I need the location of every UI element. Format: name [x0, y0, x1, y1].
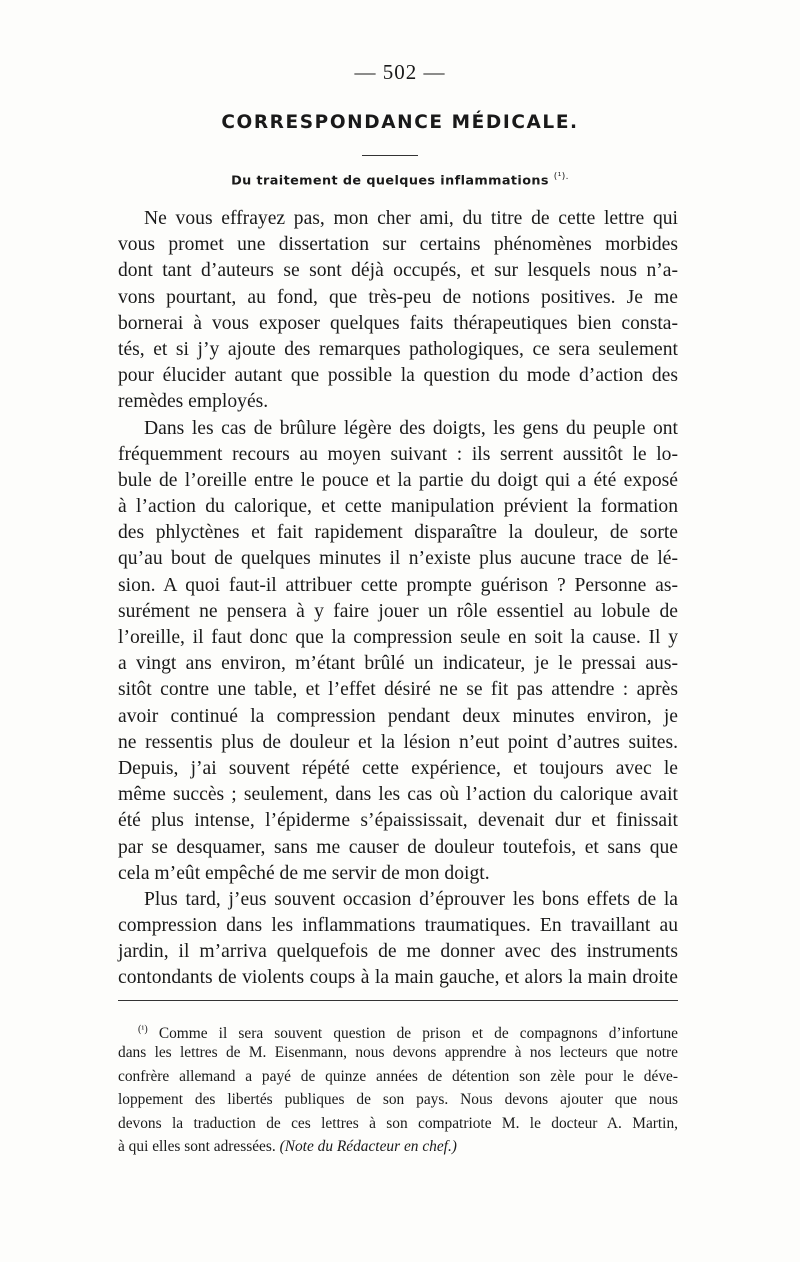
body-line: remèdes employés. — [118, 391, 269, 413]
body-line: contondants de violents coups à la main gauche, et alors la main droite — [118, 967, 678, 989]
body-line: pour élucider autant que possible la question du mode d’action des — [118, 365, 678, 387]
body-line: fréquemment recours au moyen suivant : ils serrent aussitôt le lo- — [118, 443, 678, 465]
section-title: CORRESPONDANCE MÉDICALE. — [221, 112, 579, 133]
footnote-marker: (¹) — [138, 1024, 148, 1035]
body-line: Ne vous effrayez pas, mon cher ami, du titre de cette lettre qui — [144, 208, 678, 229]
footnote-divider — [118, 1000, 678, 1001]
body-line: dont tant d’auteurs se sont déjà occupés, et sur lesquels nous n’a- — [118, 260, 678, 282]
footnote-line-text: Comme il sera souvent question de prison et de compagnons d’infortune — [158, 1025, 678, 1043]
body-line: a vingt ans environ, m’étant brûlé un indicateur, je le pressai aus- — [118, 653, 678, 675]
footnote-line: loppement des libertés publiques de son pays. Nous devons ajouter que nous — [118, 1091, 678, 1109]
body-line: sion. A quoi faut-il attribuer cette prompte guérison ? Personne as- — [118, 574, 678, 596]
body-line: l’oreille, il faut donc que la compression seule en soit la cause. Il y — [118, 627, 678, 648]
page-number: — 502 — — [354, 60, 446, 84]
footnote-line-text: à qui elles sont adressées. — [118, 1137, 276, 1155]
body-line: des phlyctènes et fait rapidement disparaître la douleur, de sorte — [118, 522, 678, 544]
body-line: bule de l’oreille entre le pouce et la partie du doigt qui a été exposé — [118, 469, 678, 491]
editor-note: (Note du Rédacteur en chef.) — [279, 1137, 457, 1155]
body-line: été plus intense, l’épiderme s’épaississait, devenait dur et finissait — [118, 810, 678, 832]
article-title-text: Du traitement de quelques inflammations — [231, 173, 549, 189]
body-line: bornerai à vous exposer quelques faits thérapeutiques bien consta- — [118, 312, 678, 334]
article-title-note-marker: (¹). — [553, 172, 569, 182]
footnote-line: devons la traduction de ces lettres à son compatriote M. le docteur A. Martin, — [118, 1114, 678, 1132]
body-line: tés, et si j’y ajoute des remarques pathologiques, ce sera seulement — [118, 338, 678, 360]
body-line: même succès ; seulement, dans les cas où l’action du calorique avait — [118, 784, 678, 806]
footnote-line: dans les lettres de M. Eisenmann, nous devons apprendre à nos lecteurs que notre — [118, 1044, 678, 1062]
footnote-line — [118, 1018, 678, 1041]
body-line: Dans les cas de brûlure légère des doigts, les gens du peuple ont — [144, 417, 678, 439]
body-line: cela m’eût empêché de me servir de mon doigt. — [118, 862, 490, 884]
title-divider — [362, 155, 418, 156]
footnote-line: confrère allemand a payé de quinze années de détention son zèle pour le déve- — [118, 1067, 678, 1085]
body-line: vons pourtant, au fond, que très-peu de notions positives. Je me — [118, 286, 678, 308]
footnote — [118, 1018, 678, 1158]
body-line: à l’action du calorique, et cette manipulation prévient la formation — [118, 496, 678, 518]
body-line: sitôt contre une table, et l’effet désiré ne se fit pas attendre : après — [118, 679, 678, 701]
body-line: jardin, il m’arriva quelquefois de me donner avec des instruments — [118, 941, 678, 963]
body-line: compression dans les inflammations traumatiques. En travaillant au — [118, 915, 678, 937]
body-line: par se desquamer, sans me causer de douleur toutefois, et sans que — [118, 836, 678, 858]
body-line: Depuis, j’ai souvent répété cette expérience, et toujours avec le — [118, 757, 678, 779]
body-line: ne ressentis plus de douleur et la lésion n’eut point d’autres suites. — [118, 731, 678, 753]
body-line: Plus tard, j’eus souvent occasion d’éprouver les bons effets de la — [144, 888, 678, 910]
body-line: vous promet une dissertation sur certains phénomènes morbides — [118, 234, 678, 256]
article-title — [0, 172, 800, 188]
body-line: surément ne pensera à y faire jouer un rôle essentiel au lobule de — [118, 600, 678, 622]
footnote-line — [118, 1135, 678, 1158]
body-line: qu’au bout de quelques minutes il n’existe plus aucune trace de lé- — [118, 548, 678, 570]
body-line: avoir continué la compression pendant deux minutes environ, je — [118, 705, 678, 727]
article-body — [118, 206, 678, 992]
